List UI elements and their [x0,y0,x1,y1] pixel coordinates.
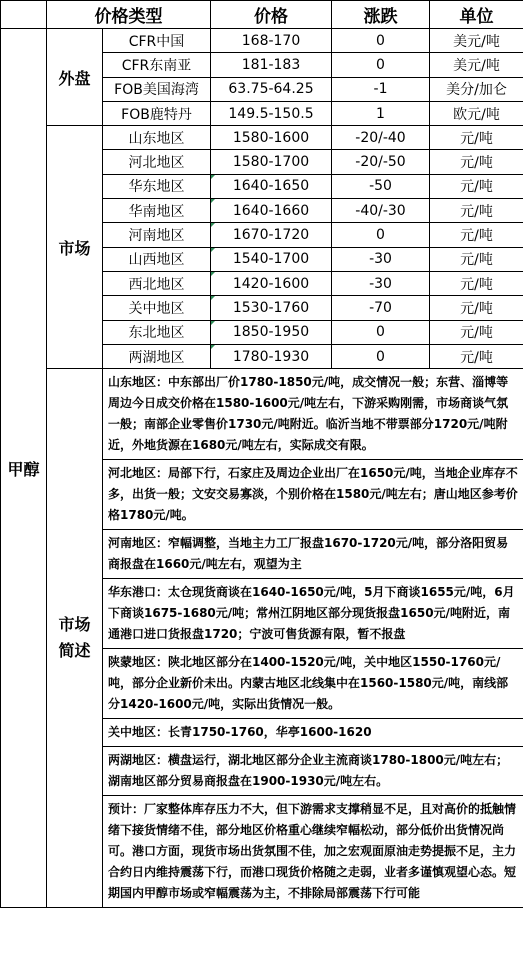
price-cell: 1420-1600 [211,271,332,295]
region-name: FOB鹿特丹 [103,101,211,125]
unit-cell: 元/吨 [430,344,523,368]
header-price-type: 价格类型 [47,1,211,29]
price-cell: 149.5-150.5 [211,101,332,125]
unit-cell: 元/吨 [430,199,523,223]
price-cell: 181-183 [211,53,332,77]
price-cell: 1670-1720 [211,223,332,247]
header-row [1,1,523,29]
price-cell: 1850-1950 [211,320,332,344]
region-name: 西北地区 [103,271,211,295]
summary-note: 河南地区：窄幅调整，当地主力工厂报盘1670-1720元/吨，部分洛阳贸易商报盘在1660元/吨左右，观望为主 [103,530,523,579]
change-cell: 1 [332,101,430,125]
summary-note: 河北地区：局部下行，石家庄及周边企业出厂在1650元/吨，当地企业库存不多，出货一般；文安交易寡淡，个别价格在1580元/吨左右；唐山地区参考价格1780元/吨。 [103,460,523,530]
price-cell: 1580-1700 [211,150,332,174]
summary-row [1,369,523,460]
change-cell: -30 [332,271,430,295]
summary-group-label: 市场 简述 [47,369,103,908]
summary-note: 华东港口：太仓现货商谈在1640-1650元/吨，5月下商谈1655元/吨，6月下商谈1675-1680元/吨；常州江阴地区部分现货报盘1650元/吨附近，南通港口进口货报盘1720；宁波可售货源有限，暂不报盘 [103,579,523,649]
change-cell: -20/-50 [332,150,430,174]
change-cell: -50 [332,174,430,198]
unit-cell: 元/吨 [430,296,523,320]
change-cell: -30 [332,247,430,271]
region-name: 华南地区 [103,199,211,223]
region-name: CFR东南亚 [103,53,211,77]
change-cell: 0 [332,320,430,344]
unit-cell: 元/吨 [430,126,523,150]
header-price: 价格 [211,1,332,29]
unit-cell: 元/吨 [430,150,523,174]
region-name: FOB美国海湾 [103,77,211,101]
price-cell: 1640-1650 [211,174,332,198]
price-cell: 63.75-64.25 [211,77,332,101]
unit-cell: 美分/加仑 [430,77,523,101]
region-name: CFR中国 [103,29,211,53]
change-cell: 0 [332,29,430,53]
change-cell: -1 [332,77,430,101]
price-cell: 1530-1760 [211,296,332,320]
change-cell: -70 [332,296,430,320]
product-name: 甲醇 [1,29,47,908]
unit-cell: 元/吨 [430,174,523,198]
region-name: 关中地区 [103,296,211,320]
unit-cell: 美元/吨 [430,53,523,77]
price-cell: 1540-1700 [211,247,332,271]
region-name: 山东地区 [103,126,211,150]
price-cell: 1640-1660 [211,199,332,223]
unit-cell: 元/吨 [430,223,523,247]
change-cell: 0 [332,53,430,77]
change-cell: 0 [332,344,430,368]
price-cell: 1780-1930 [211,344,332,368]
market-group-label: 市场 [47,126,103,369]
outer-group-label: 外盘 [47,29,103,126]
region-name: 河南地区 [103,223,211,247]
summary-note: 陕蒙地区：陕北地区部分在1400-1520元/吨，关中地区1550-1760元/吨，部分企业新价未出。内蒙古地区北线集中在1560-1580元/吨，南线部分1420-1600元/吨，实际出货情况一般。 [103,649,523,719]
price-cell: 1580-1600 [211,126,332,150]
region-name: 华东地区 [103,174,211,198]
change-cell: -40/-30 [332,199,430,223]
region-name: 两湖地区 [103,344,211,368]
market-row [1,126,523,150]
outer-row [1,29,523,53]
change-cell: -20/-40 [332,126,430,150]
change-cell: 0 [332,223,430,247]
header-unit: 单位 [430,1,523,29]
summary-note: 预计：厂家整体库存压力不大，但下游需求支撑稍显不足，且对高价的抵触情绪下接货情绪不佳，部分地区价格重心继续窄幅松动，部分低价出货情况尚可。港口方面，现货市场出货氛围不佳，加之宏观面原油走势提振不足，主力合约日内维持震荡下行，而港口现货价格随之走弱，业者多谨慎观望心态。短期国内甲醇市场或窄幅震荡为主，不排除局部震荡下行可能 [103,796,523,908]
unit-cell: 元/吨 [430,271,523,295]
summary-note: 关中地区：长青1750-1760，华亭1600-1620 [103,719,523,747]
header-change: 涨跌 [332,1,430,29]
price-cell: 168-170 [211,29,332,53]
unit-cell: 元/吨 [430,247,523,271]
header-blank [1,1,47,29]
unit-cell: 元/吨 [430,320,523,344]
region-name: 河北地区 [103,150,211,174]
summary-note: 山东地区：中东部出厂价1780-1850元/吨，成交情况一般；东营、淄博等周边今日成交价格在1580-1600元/吨左右，下游采购刚需，市场商谈气氛一般；南部企业零售价1730元/吨附近。临沂当地不带票部分1720元/吨附近，外地货源在1680元/吨左右，实际成交有限。 [103,369,523,460]
summary-note: 两湖地区：横盘运行，湖北地区部分企业主流商谈1780-1800元/吨左右；湖南地区部分贸易商报盘在1900-1930元/吨左右。 [103,747,523,796]
region-name: 山西地区 [103,247,211,271]
unit-cell: 欧元/吨 [430,101,523,125]
region-name: 东北地区 [103,320,211,344]
unit-cell: 美元/吨 [430,29,523,53]
